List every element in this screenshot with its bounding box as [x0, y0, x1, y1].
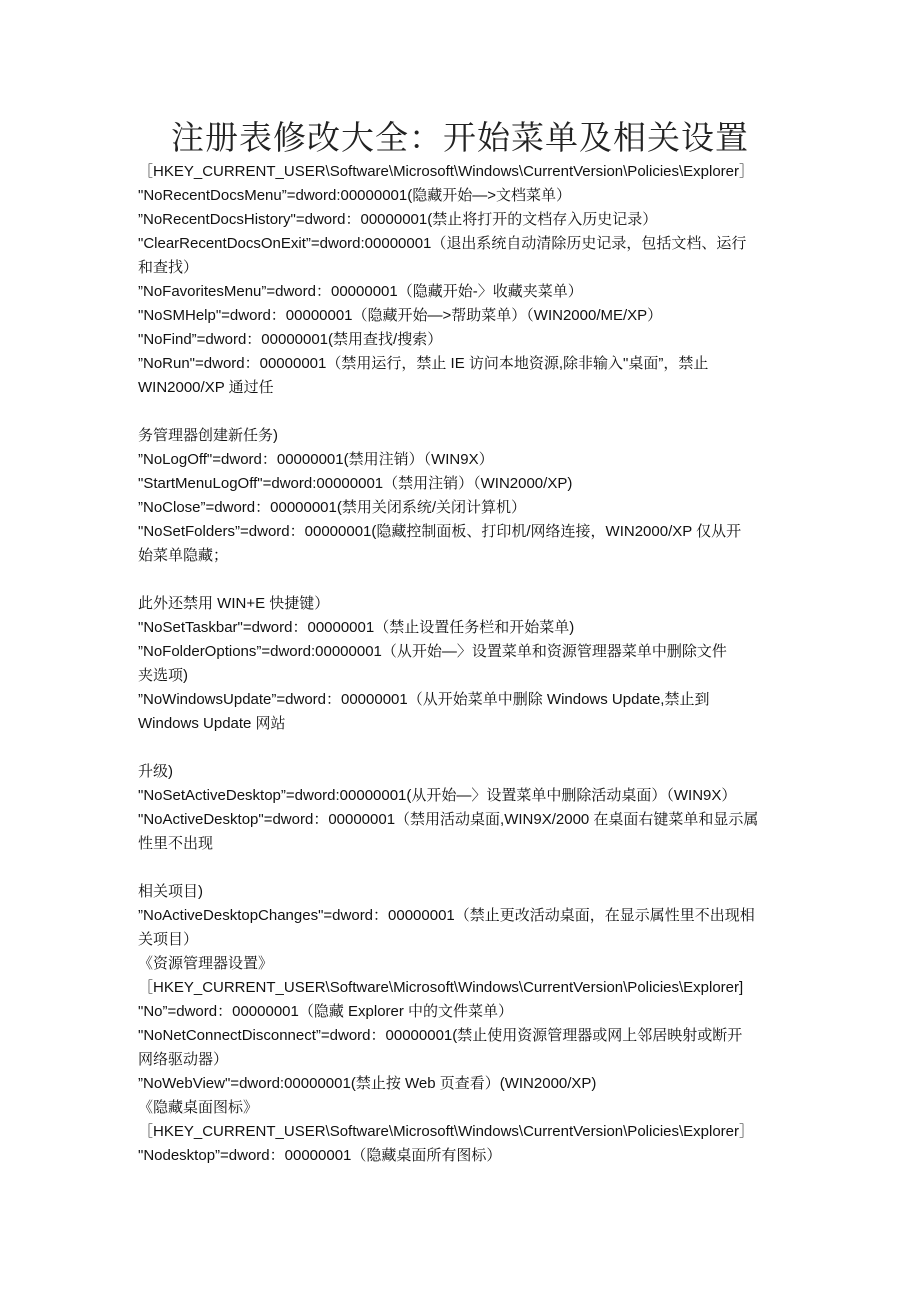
- text-line: ［HKEY_CURRENT_USER\Software\Microsoft\Windows\CurrentVersion\Policies\Explorer］: [138, 163, 755, 180]
- text-line: "No”=dword：00000001（隐藏 Explorer 中的文件菜单）: [138, 1003, 514, 1020]
- text-line: "NoNetConnectDisconnect”=dword：00000001(禁止使用资源管理器或网上邻居映射或断开: [138, 1027, 743, 1044]
- text-line: ［HKEY_CURRENT_USER\Software\Microsoft\Windows\CurrentVersion\Policies\Explorer］: [138, 1123, 755, 1140]
- text-line: "ClearRecentDocsOnExit”=dword:00000001（退出系统自动清除历史记录，包括文档、运行: [138, 235, 747, 252]
- blank-line: [138, 400, 786, 424]
- text-line: ［HKEY_CURRENT_USER\Software\Microsoft\Windows\CurrentVersion\Policies\Explorer]: [138, 979, 744, 996]
- text-line: "StartMenuLogOff"=dword:00000001（禁用注销）（WIN2000/XP): [138, 475, 573, 492]
- text-line: "NoActiveDesktop"=dword：00000001（禁用活动桌面,WIN9X/2000 在桌面右键菜单和显示属: [138, 811, 759, 828]
- text-line: "NoSetTaskbar"=dword：00000001（禁止设置任务栏和开始菜单): [138, 619, 575, 636]
- document-body: [138, 160, 786, 1168]
- text-line: 《隐藏桌面图标》: [138, 1099, 259, 1116]
- text-line: 网络驱动器）: [138, 1051, 229, 1068]
- text-line: ”NoWindowsUpdate”=dword：00000001（从开始菜单中删除 Windows Update,禁止到: [138, 691, 710, 708]
- text-line: "NoFind”=dword：00000001(禁用查找/搜索）: [138, 331, 443, 348]
- text-line: "NoSetActiveDesktop”=dword:00000001(从开始—〉设置菜单中删除活动桌面）（WIN9X）: [138, 787, 737, 804]
- text-line: "NoSMHelp"=dword：00000001（隐藏开始—>帮助菜单）（WIN2000/ME/XP）: [138, 307, 663, 324]
- text-line: ”NoClose”=dword：00000001(禁用关闭系统/关闭计算机）: [138, 499, 527, 516]
- text-line: 升级): [138, 763, 173, 780]
- blank-line: [138, 568, 786, 592]
- blank-line: [138, 736, 786, 760]
- document-title: 注册表修改大全：开始菜单及相关设置: [171, 118, 749, 157]
- blank-line: [138, 856, 786, 880]
- text-line: ”NoActiveDesktopChanges"=dword：00000001（禁止更改活动桌面，在显示属性里不出现相: [138, 907, 755, 924]
- text-line: ”NoWebView"=dword:00000001(禁止按 Web 页查看）(WIN2000/XP): [138, 1075, 597, 1092]
- text-line: 务管理器创建新任务): [138, 427, 278, 444]
- text-line: WIN2000/XP 通过任: [138, 379, 274, 396]
- text-line: "NoSetFolders”=dword：00000001(隐藏控制面板、打印机/网络连接，WIN2000/XP 仅从开: [138, 523, 742, 540]
- text-line: "Nodesktop”=dword：00000001（隐藏桌面所有图标）: [138, 1147, 502, 1164]
- text-line: 关项目）: [138, 931, 199, 948]
- text-line: 《资源管理器设置》: [138, 955, 274, 972]
- text-line: 此外还禁用 WIN+E 快捷键）: [138, 595, 330, 612]
- text-line: 和查找）: [138, 259, 199, 276]
- text-line: ”NoFavoritesMenu”=dword：00000001（隐藏开始-〉收藏夹菜单）: [138, 283, 583, 300]
- text-line: ”NoLogOff"=dword：00000001(禁用注销）（WIN9X）: [138, 451, 494, 468]
- text-line: 始菜单隐藏；: [138, 547, 229, 564]
- text-line: ”NoFolderOptions”=dword:00000001（从开始—〉设置菜单和资源管理器菜单中删除文件: [138, 643, 727, 660]
- text-line: 夹选项): [138, 667, 188, 684]
- text-line: 相关项目): [138, 883, 203, 900]
- text-line: ”NoRecentDocsHistory"=dword：00000001(禁止将打开的文档存入历史记录）: [138, 211, 658, 228]
- text-line: ”NoRun"=dword：00000001（禁用运行，禁止 IE 访问本地资源,除非输入"桌面”，禁止: [138, 355, 709, 372]
- text-line: 性里不出现: [138, 835, 214, 852]
- text-line: "NoRecentDocsMenu”=dword:00000001(隐藏开始—>文档菜单）: [138, 187, 571, 204]
- text-line: Windows Update 网站: [138, 715, 286, 732]
